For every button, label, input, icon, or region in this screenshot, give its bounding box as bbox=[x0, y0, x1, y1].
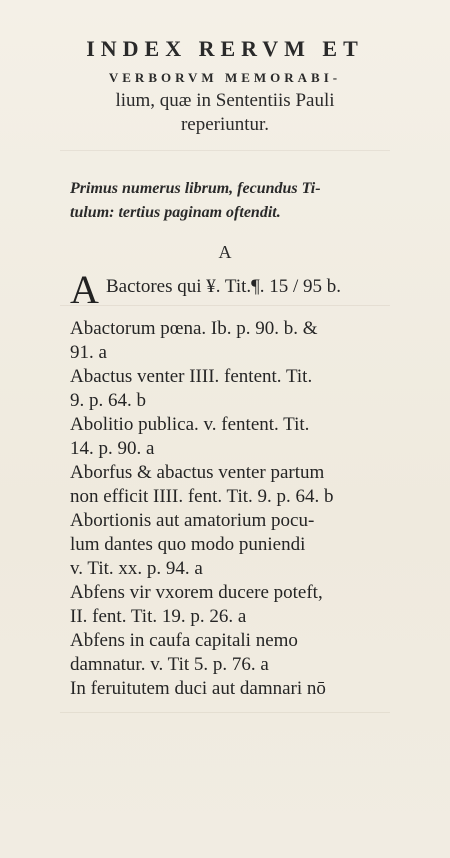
bleed-through-mark bbox=[60, 305, 390, 306]
index-entry-line: 91. a bbox=[70, 342, 107, 363]
index-entry-line: Abfens in caufa capitali nemo bbox=[70, 630, 298, 651]
index-entry-line: v. Tit. xx. p. 94. a bbox=[70, 558, 203, 579]
index-entry-line: Abactus venter IIII. fentent. Tit. bbox=[70, 366, 313, 387]
index-entry-line: 9. p. 64. b bbox=[70, 390, 146, 411]
index-title-line1: INDEX RERVM ET bbox=[86, 36, 364, 61]
index-entry-line: non efficit IIII. fent. Tit. 9. p. 64. b bbox=[70, 486, 334, 507]
index-entry-line: Abortionis aut amatorium pocu- bbox=[70, 510, 315, 531]
index-entry-line: In feruitutem duci aut damnari nō bbox=[70, 678, 326, 699]
index-entry-line: II. fent. Tit. 19. p. 26. a bbox=[70, 606, 247, 627]
bleed-through-mark bbox=[60, 712, 390, 713]
section-letter-heading: A bbox=[218, 242, 232, 262]
drop-cap: A bbox=[70, 267, 99, 312]
index-title-line4: reperiuntur. bbox=[180, 114, 270, 135]
index-entry-line: 14. p. 90. a bbox=[70, 438, 155, 459]
index-entry-line: lum dantes quo modo puniendi bbox=[70, 534, 306, 555]
note-line1: Primus numerus librum, fecundus Ti- bbox=[70, 180, 321, 197]
index-title-line3: lium, quæ in Sententiis Pauli bbox=[115, 90, 335, 111]
bleed-through-mark bbox=[60, 150, 390, 151]
index-title-line2: VERBORVM MEMORABI- bbox=[108, 70, 342, 85]
index-entry-line: damnatur. v. Tit 5. p. 76. a bbox=[70, 654, 269, 675]
index-entry-line: Aborfus & abactus venter partum bbox=[70, 462, 325, 483]
index-entry-line: Abfens vir vxorem ducere poteft, bbox=[70, 582, 323, 603]
note-line2: tulum: tertius paginam oftendit. bbox=[70, 204, 281, 221]
index-entry-line: Abactorum pœna. Ib. p. 90. b. & bbox=[70, 318, 318, 339]
index-entry-line: Abolitio publica. v. fentent. Tit. bbox=[70, 414, 310, 435]
index-entry-line: Bactores qui ¥. Tit.¶. 15 / 95 b. bbox=[106, 276, 342, 297]
